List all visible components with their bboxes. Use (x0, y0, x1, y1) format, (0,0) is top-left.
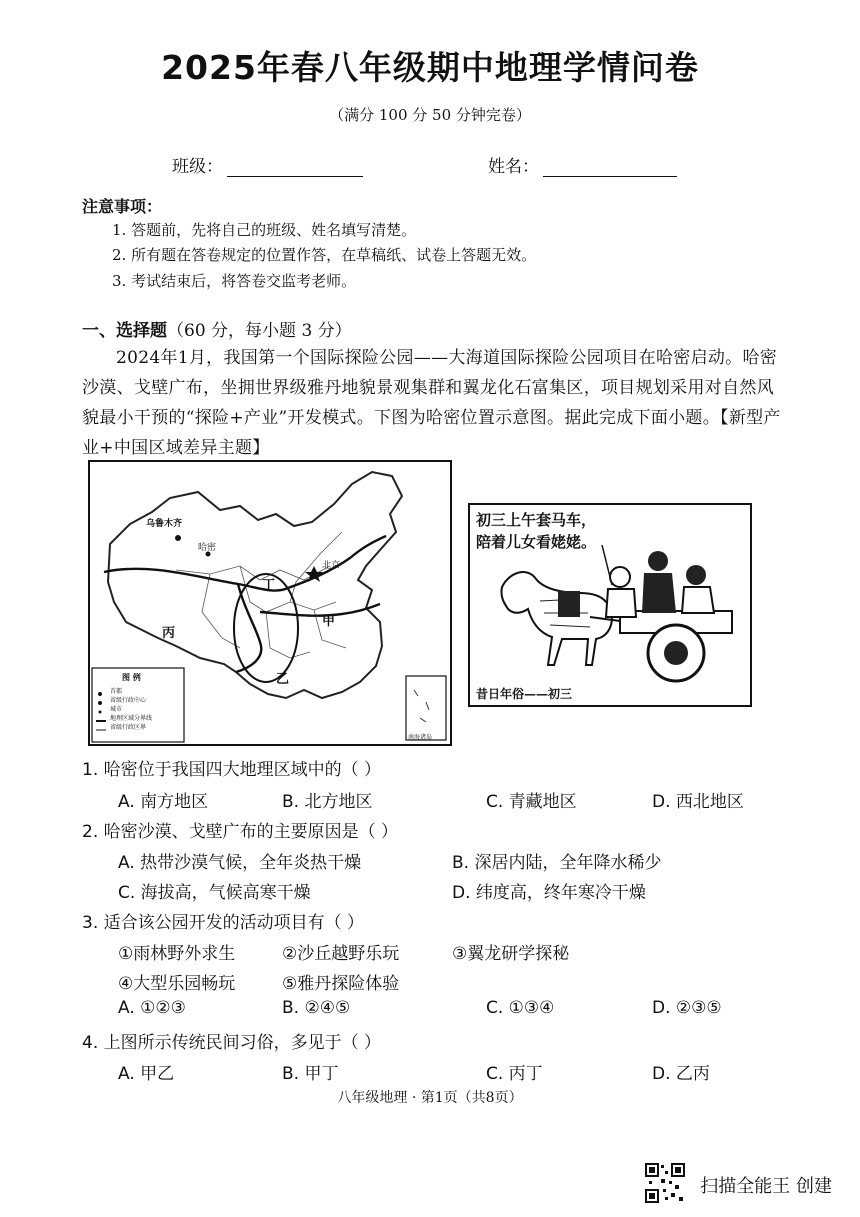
question-3-item: ①雨林野外求生 (118, 944, 236, 964)
name-field (488, 152, 677, 177)
question-1-stem: 1. 哈密位于我国四大地理区域中的（ ） (82, 760, 382, 780)
legend-title: 图 例 (122, 672, 141, 682)
question-3-item: ⑤雅丹探险体验 (282, 974, 400, 994)
note-item: 2. 所有题在答卷规定的位置作答，在草稿纸、试卷上答题无效。 (112, 246, 537, 264)
page-footer: 八年级地理 · 第1页（共8页） (337, 1090, 523, 1106)
map-label-bing: 丙 (162, 626, 176, 641)
question-1-option-c: C. 青藏地区 (486, 792, 577, 812)
legend-item: 首都 (110, 688, 123, 695)
folk-custom-cartoon (468, 503, 752, 707)
exam-title: 2025年春八年级期中地理学情问卷 (161, 48, 699, 87)
exam-subtitle: （满分 100 分 50 分钟完卷） (329, 106, 531, 124)
question-2-option-d: D. 纬度高，终年寒冷干燥 (452, 883, 646, 903)
map-label-beijing: 北京 (322, 561, 341, 571)
class-label: 班级： (172, 157, 223, 177)
notes-heading: 注意事项： (82, 197, 163, 216)
map-label-south-sea: 南海诸岛 (408, 734, 433, 741)
class-field (172, 152, 363, 177)
question-3-item: ②沙丘越野乐玩 (282, 944, 400, 964)
legend-item: 城市 (110, 706, 123, 713)
question-3-option-d: D. ②③⑤ (652, 998, 722, 1018)
cartoon-caption-line2: 陪着儿女看姥姥。 (476, 533, 597, 551)
name-blank (543, 158, 677, 177)
qr-code-icon (645, 1163, 685, 1203)
question-4-option-b: B. 甲丁 (282, 1064, 339, 1084)
note-item: 1. 答题前，先将自己的班级、姓名填写清楚。 (112, 221, 417, 239)
cartoon-caption-line1: 初三上午套马车， (476, 511, 597, 529)
question-3-item: ④大型乐园畅玩 (118, 974, 236, 994)
map-label-yi: 乙 (276, 672, 290, 687)
name-label: 姓名： (488, 157, 539, 177)
section-detail: （60 分，每小题 3 分） (167, 321, 352, 341)
legend-item: 地理区域分界线 (110, 715, 153, 722)
hami-location-map (88, 460, 452, 746)
legend-item: 省级行政中心 (110, 697, 147, 704)
question-4-option-c: C. 丙丁 (486, 1064, 543, 1084)
question-3-option-a: A. ①②③ (118, 998, 186, 1018)
map-label-jia: 甲 (322, 614, 336, 629)
question-4-option-d: D. 乙丙 (652, 1064, 710, 1084)
map-label-hami: 哈密 (198, 543, 217, 553)
question-3-stem: 3. 适合该公园开发的活动项目有（ ） (82, 913, 365, 933)
question-4-stem: 4. 上图所示传统民间习俗，多见于（ ） (82, 1033, 382, 1053)
question-1-option-a: A. 南方地区 (118, 792, 209, 812)
question-3-item: ③翼龙研学探秘 (452, 944, 570, 964)
question-2-stem: 2. 哈密沙漠、戈壁广布的主要原因是（ ） (82, 822, 399, 842)
question-2-option-a: A. 热带沙漠气候，全年炎热干燥 (118, 853, 362, 873)
question-4-option-a: A. 甲乙 (118, 1064, 175, 1084)
map-label-ding: 丁 (262, 578, 276, 593)
question-2-option-c: C. 海拔高，气候高寒干燥 (118, 883, 311, 903)
question-2-option-b: B. 深居内陆，全年降水稀少 (452, 853, 662, 873)
class-blank (227, 158, 363, 177)
cartoon-footer: 昔日年俗——初三 (476, 687, 573, 701)
section-title (82, 316, 352, 341)
map-label-urumqi: 乌鲁木齐 (146, 519, 183, 529)
legend-item: 省级行政区界 (110, 724, 147, 731)
question-3-option-b: B. ②④⑤ (282, 998, 351, 1018)
section-name: 一、选择题 (82, 321, 167, 341)
passage: 2024年1月，我国第一个国际探险公园——大海道国际探险公园项目在哈密启动。哈密沙漠、戈壁广布，坐拥世界级雅丹地貌景观集群和翼龙化石富集区，项目规划采用对自然风貌最小干预的“探险+产业”开发模式。下图为哈密位置示意图。据此完成下面小题。【新型产业+中国区域差异主题】 (82, 348, 781, 458)
question-1-option-b: B. 北方地区 (282, 792, 373, 812)
question-1-option-d: D. 西北地区 (652, 792, 744, 812)
scanner-brand: 扫描全能王 创建 (700, 1176, 832, 1197)
note-item: 3. 考试结束后，将答卷交监考老师。 (112, 272, 357, 290)
question-3-option-c: C. ①③④ (486, 998, 555, 1018)
